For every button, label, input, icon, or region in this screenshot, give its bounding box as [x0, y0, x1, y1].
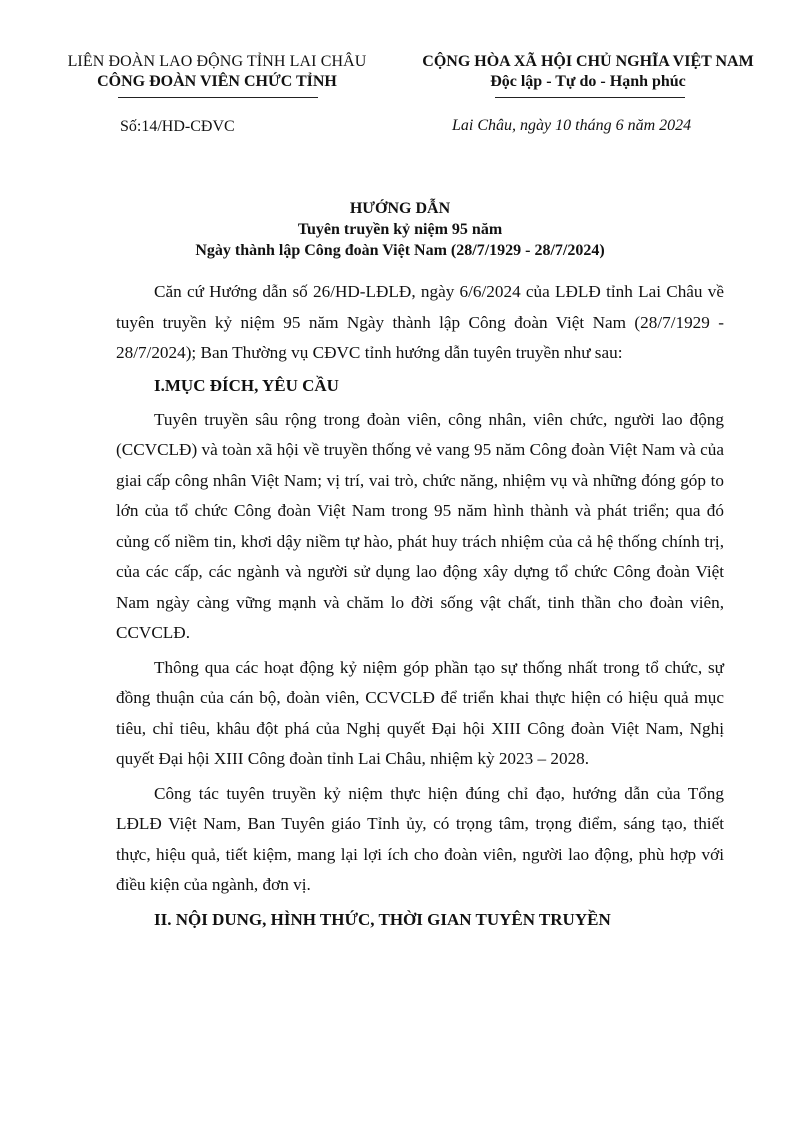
document-body — [116, 277, 724, 935]
issuer-block — [42, 52, 392, 92]
section1-paragraph-2: Thông qua các hoạt động kỷ niệm góp phần tạo sự thống nhất trong tổ chức, sự đồng thuận của cán bộ, đoàn viên, CCVCLĐ để triển khai thực hiện có hiệu quả mục tiêu, chỉ tiêu, khâu đột phá của Nghị quyết Đại hội XIII Công đoàn Việt Nam, Nghị quyết Đại hội XIII Công đoàn tỉnh Lai Châu, nhiệm kỳ 2023 – 2028. — [116, 657, 724, 768]
document-subject: Tuyên truyền kỷ niệm 95 năm — [297, 221, 503, 238]
document-subject-detail: Ngày thành lập Công đoàn Việt Nam (28/7/1929 - 28/7/2024) — [195, 242, 605, 259]
document-title — [0, 198, 800, 261]
section1-paragraph-3: Công tác tuyên truyền kỷ niệm thực hiện đúng chỉ đạo, hướng dẫn của Tổng LĐLĐ Việt Nam, Ban Tuyên giáo Tỉnh ủy, có trọng tâm, trọng điểm, sáng tạo, thiết thực, hiệu quả, tiết kiệm, mang lại lợi ích cho đoàn viên, người lao động, phù hợp với điều kiện của ngành, đơn vị. — [116, 783, 724, 894]
document-number: Số:14/HD-CĐVC — [120, 118, 235, 135]
motto-underline — [495, 97, 685, 98]
section-heading-1: I.MỤC ĐÍCH, YÊU CẦU — [154, 375, 339, 395]
national-title: CỘNG HÒA XÃ HỘI CHỦ NGHĨA VIỆT NAM — [422, 53, 754, 70]
issuer-underline — [118, 97, 318, 98]
intro-paragraph: Căn cứ Hướng dẫn số 26/HD-LĐLĐ, ngày 6/6/2024 của LĐLĐ tỉnh Lai Châu về tuyên truyền kỷ niệm 95 năm Ngày thành lập Công đoàn Việt Nam (28/7/1929 - 28/7/2024); Ban Thường vụ CĐVC tỉnh hướng dẫn tuyên truyền như sau: — [116, 282, 724, 362]
document-type: HƯỚNG DẪN — [349, 200, 451, 217]
national-header-block — [398, 52, 778, 92]
parent-organization: LIÊN ĐOÀN LAO ĐỘNG TỈNH LAI CHÂU — [67, 53, 367, 70]
issuing-organization: CÔNG ĐOÀN VIÊN CHỨC TỈNH — [97, 73, 337, 90]
section1-paragraph-1: Tuyên truyền sâu rộng trong đoàn viên, công nhân, viên chức, người lao động (CCVCLĐ) và toàn xã hội về truyền thống vẻ vang 95 năm Công đoàn Việt Nam và của giai cấp công nhân Việt Nam; vị trí, vai trò, chức năng, nhiệm vụ và những đóng góp to lớn của tổ chức Công đoàn Việt Nam trong 95 năm hình thành và phát triển; qua đó củng cố niềm tin, khơi dậy niềm tự hào, phát huy trách nhiệm của cả hệ thống chính trị, của các cấp, các ngành và người sử dụng lao động xây dựng tổ chức Công đoàn Việt Nam ngày càng vững mạnh và chăm lo đời sống vật chất, tinh thần cho đoàn viên, CCVCLĐ. — [116, 409, 724, 642]
place-and-date: Lai Châu, ngày 10 tháng 6 năm 2024 — [452, 117, 692, 134]
section-heading-2: II. NỘI DUNG, HÌNH THỨC, THỜI GIAN TUYÊN TRUYỀN — [154, 909, 611, 929]
national-motto: Độc lập - Tự do - Hạnh phúc — [490, 73, 686, 90]
